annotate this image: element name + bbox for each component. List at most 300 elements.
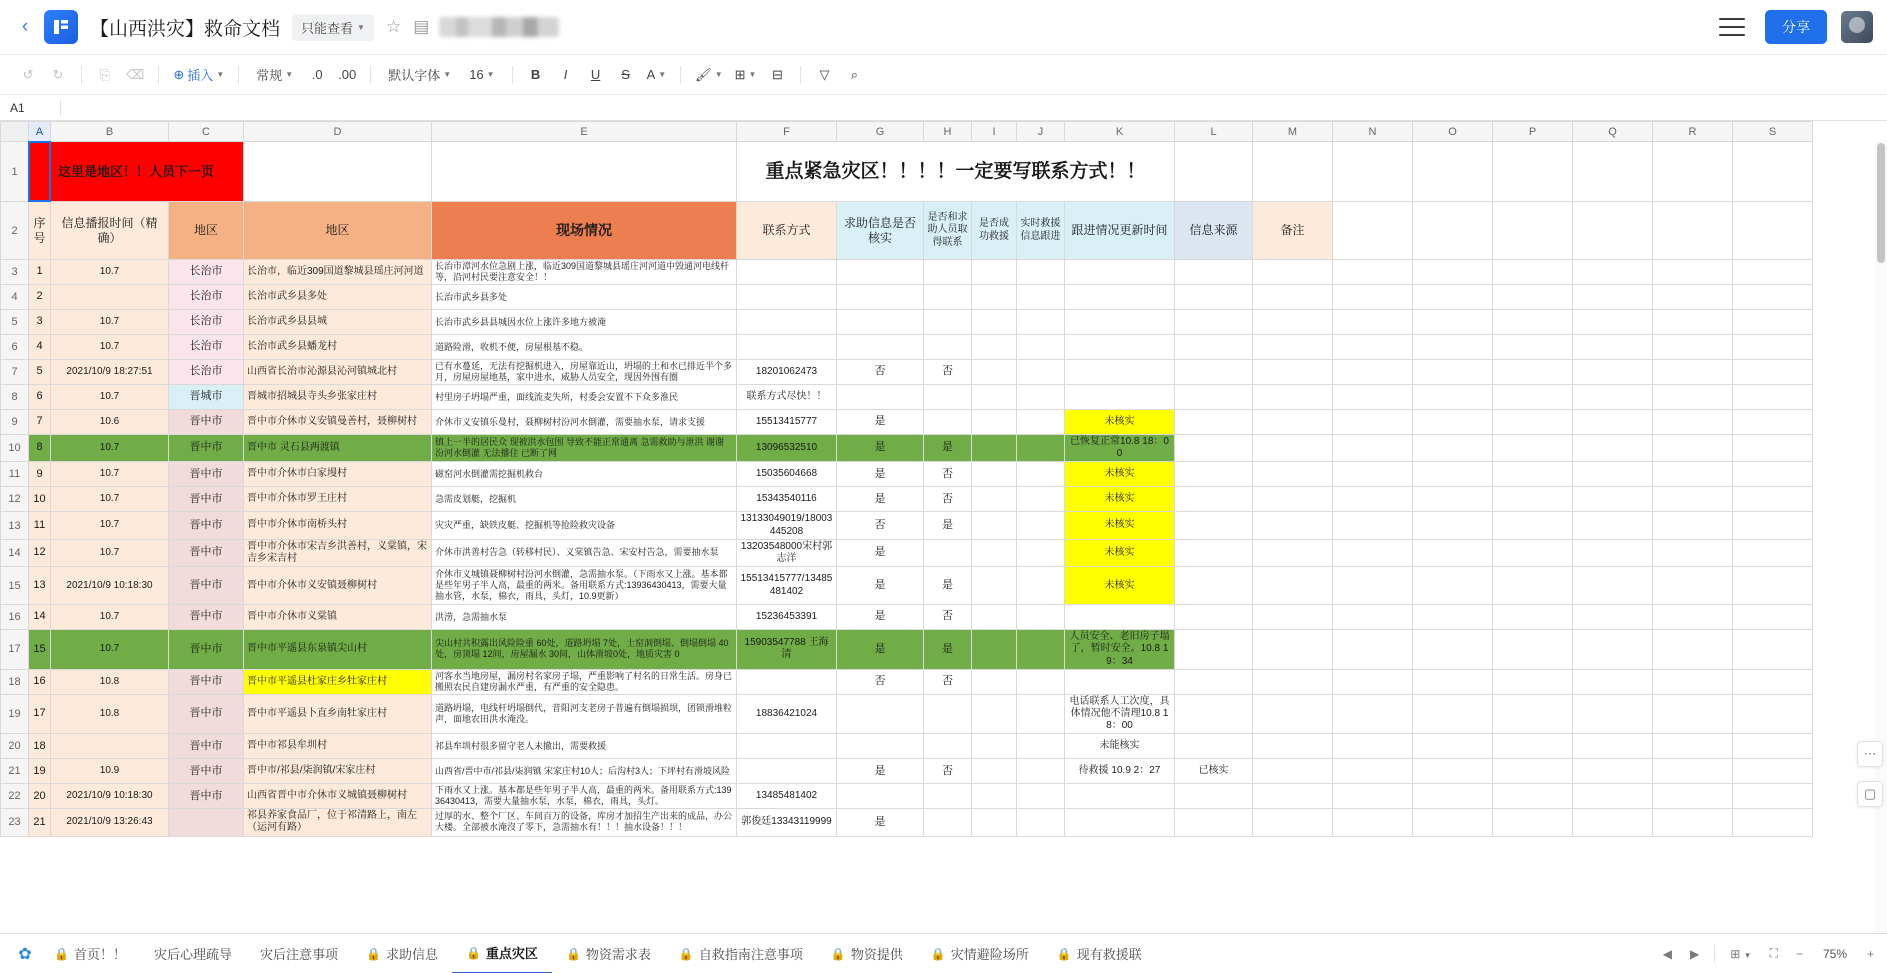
cell-region-2[interactable]: 长治市 <box>169 285 244 310</box>
cell-source-6[interactable] <box>1175 385 1253 410</box>
cell-update-time-20[interactable] <box>1065 784 1175 809</box>
cell-time-7[interactable]: 10.6 <box>51 410 169 435</box>
cell-place-14[interactable]: 晋中市介休市义棠镇 <box>244 605 432 630</box>
undo-button[interactable]: ↺ <box>22 66 34 82</box>
row-header-15[interactable]: 15 <box>1 567 29 605</box>
cell-place-5[interactable]: 山西省长治市沁源县沁河镇城北村 <box>244 360 432 385</box>
cell-rescued-11[interactable] <box>972 512 1017 539</box>
cell-extra-11-2[interactable] <box>1493 512 1573 539</box>
cell-extra-13-2[interactable] <box>1493 567 1573 605</box>
cell-contacted-1[interactable] <box>924 260 972 285</box>
cell-extra-7-5[interactable] <box>1733 410 1813 435</box>
cell-no-3[interactable]: 3 <box>29 310 51 335</box>
cell-rescued-2[interactable] <box>972 285 1017 310</box>
cell-source-4[interactable] <box>1175 335 1253 360</box>
cell-extra-8-3[interactable] <box>1573 435 1653 462</box>
cell-situation-15[interactable]: 尖山村共积露出风险险重 60处，道路坍塌 7处，土窑洞倒塌、倒塌倒塌 40处，房顶塌 12间，房屋漏水 30间，山体滑坡0处，地质灾害 0 <box>432 630 737 670</box>
sheet-tab-6[interactable] <box>552 934 665 973</box>
cell-situation-3[interactable]: 长治市武乡县县城因水位上涨许多地方被淹 <box>432 310 737 335</box>
cell-update-time-19[interactable]: 待救援 10.9 2：27 <box>1065 759 1175 784</box>
cell-P2[interactable] <box>1493 202 1573 260</box>
table-row[interactable] <box>1 630 1813 670</box>
cell-rescued-5[interactable] <box>972 360 1017 385</box>
fullscreen-icon[interactable]: ⛶ <box>1769 946 1778 960</box>
cell-extra-7-0[interactable] <box>1333 410 1413 435</box>
cell-contact-16[interactable] <box>737 669 837 694</box>
cell-extra-15-5[interactable] <box>1733 630 1813 670</box>
cell-update-time-18[interactable]: 未能核实 <box>1065 734 1175 759</box>
cell-time-18[interactable] <box>51 734 169 759</box>
font-size-selector[interactable] <box>461 61 502 89</box>
cell-region-16[interactable]: 晋中市 <box>169 669 244 694</box>
cell-extra-12-0[interactable] <box>1333 539 1413 566</box>
cell-extra-11-5[interactable] <box>1733 512 1813 539</box>
cell-extra-21-5[interactable] <box>1733 809 1813 836</box>
cell-followup-20[interactable] <box>1017 784 1065 809</box>
header-cell-time[interactable]: 信息播报时间（精确） <box>51 202 169 260</box>
cell-extra-5-4[interactable] <box>1653 360 1733 385</box>
cell-no-12[interactable]: 12 <box>29 539 51 566</box>
cell-remark-10[interactable] <box>1253 487 1333 512</box>
cell-region-11[interactable]: 晋中市 <box>169 512 244 539</box>
table-row[interactable] <box>1 734 1813 759</box>
select-all-corner[interactable] <box>1 122 29 142</box>
sheet-menu-icon[interactable]: ✿ <box>18 945 32 963</box>
strikethrough-button[interactable]: S <box>621 67 630 82</box>
cell-extra-16-4[interactable] <box>1653 669 1733 694</box>
borders-button[interactable] <box>730 61 762 89</box>
cell-update-time-13[interactable]: 未核实 <box>1065 567 1175 605</box>
cell-time-20[interactable]: 2021/10/9 10:18:30 <box>51 784 169 809</box>
cell-contacted-8[interactable]: 是 <box>924 435 972 462</box>
cell-remark-5[interactable] <box>1253 360 1333 385</box>
col-header-R[interactable]: R <box>1653 122 1733 142</box>
cell-place-21[interactable]: 祁县养家食品厂，位于祁清路上，南左（运河有路） <box>244 809 432 836</box>
cell-region-17[interactable]: 晋中市 <box>169 694 244 734</box>
cell-region-5[interactable]: 长治市 <box>169 360 244 385</box>
header-cell-rescued[interactable]: 是否成功救援 <box>972 202 1017 260</box>
cell-rescued-20[interactable] <box>972 784 1017 809</box>
cell-extra-6-3[interactable] <box>1573 385 1653 410</box>
cell-extra-8-5[interactable] <box>1733 435 1813 462</box>
font-family-selector[interactable] <box>380 61 459 89</box>
col-header-N[interactable]: N <box>1333 122 1413 142</box>
cell-extra-17-0[interactable] <box>1333 694 1413 734</box>
cell-extra-11-3[interactable] <box>1573 512 1653 539</box>
cell-no-6[interactable]: 6 <box>29 385 51 410</box>
cell-rescued-1[interactable] <box>972 260 1017 285</box>
row-header-14[interactable]: 14 <box>1 539 29 566</box>
cell-extra-7-3[interactable] <box>1573 410 1653 435</box>
cell-contacted-3[interactable] <box>924 310 972 335</box>
cell-update-time-14[interactable] <box>1065 605 1175 630</box>
cell-followup-17[interactable] <box>1017 694 1065 734</box>
name-box[interactable]: A1 <box>10 100 25 115</box>
cell-N2[interactable] <box>1333 202 1413 260</box>
cell-extra-20-4[interactable] <box>1653 784 1733 809</box>
cell-place-7[interactable]: 晋中市介休市义安镇曼善村，聂柳树村 <box>244 410 432 435</box>
increase-decimal-button[interactable]: .00 <box>338 67 357 82</box>
cell-D1[interactable] <box>244 142 432 202</box>
fill-color-button[interactable] <box>690 61 727 89</box>
cell-place-4[interactable]: 长治市武乡县蟠龙村 <box>244 335 432 360</box>
cell-extra-6-1[interactable] <box>1413 385 1493 410</box>
cell-extra-18-2[interactable] <box>1493 734 1573 759</box>
row-header-1[interactable]: 1 <box>1 142 29 202</box>
table-row[interactable] <box>1 605 1813 630</box>
cell-remark-11[interactable] <box>1253 512 1333 539</box>
cell-followup-14[interactable] <box>1017 605 1065 630</box>
star-icon[interactable]: ☆ <box>385 17 402 36</box>
cell-time-3[interactable]: 10.7 <box>51 310 169 335</box>
cell-source-2[interactable] <box>1175 285 1253 310</box>
filter-icon[interactable]: ▽ <box>819 66 830 82</box>
cell-update-time-16[interactable] <box>1065 669 1175 694</box>
cell-place-20[interactable]: 山西省晋中市介休市义城镇聂柳树村 <box>244 784 432 809</box>
cell-contacted-10[interactable]: 否 <box>924 487 972 512</box>
cell-extra-19-4[interactable] <box>1653 759 1733 784</box>
cell-extra-14-2[interactable] <box>1493 605 1573 630</box>
cell-no-17[interactable]: 17 <box>29 694 51 734</box>
cell-extra-19-5[interactable] <box>1733 759 1813 784</box>
row-header-3[interactable]: 3 <box>1 260 29 285</box>
cell-followup-4[interactable] <box>1017 335 1065 360</box>
header-cell-verified[interactable]: 求助信息是否核实 <box>837 202 924 260</box>
cell-verified-17[interactable] <box>837 694 924 734</box>
cell-extra-12-4[interactable] <box>1653 539 1733 566</box>
cell-place-10[interactable]: 晋中市介休市罗王庄村 <box>244 487 432 512</box>
cell-no-19[interactable]: 19 <box>29 759 51 784</box>
cell-extra-2-2[interactable] <box>1493 285 1573 310</box>
cell-extra-6-4[interactable] <box>1653 385 1733 410</box>
cell-extra-21-4[interactable] <box>1653 809 1733 836</box>
cell-source-10[interactable] <box>1175 487 1253 512</box>
cell-extra-5-3[interactable] <box>1573 360 1653 385</box>
cell-extra-5-0[interactable] <box>1333 360 1413 385</box>
sheet-tab-10[interactable] <box>1043 934 1156 973</box>
cell-contact-20[interactable]: 13485481402 <box>737 784 837 809</box>
cell-extra-17-5[interactable] <box>1733 694 1813 734</box>
col-header-O[interactable]: O <box>1413 122 1493 142</box>
cell-time-13[interactable]: 2021/10/9 10:18:30 <box>51 567 169 605</box>
table-row[interactable] <box>1 285 1813 310</box>
cell-update-time-3[interactable] <box>1065 310 1175 335</box>
table-row[interactable] <box>1 360 1813 385</box>
cell-banner-title[interactable]: 重点紧急灾区！！！！一定要写联系方式！！ <box>737 142 1175 202</box>
cell-no-4[interactable]: 4 <box>29 335 51 360</box>
cell-rescued-8[interactable] <box>972 435 1017 462</box>
vertical-scrollbar-thumb[interactable] <box>1877 143 1885 263</box>
cell-extra-13-3[interactable] <box>1573 567 1653 605</box>
cell-extra-17-2[interactable] <box>1493 694 1573 734</box>
cell-followup-7[interactable] <box>1017 410 1065 435</box>
cell-extra-10-0[interactable] <box>1333 487 1413 512</box>
cell-contacted-15[interactable]: 是 <box>924 630 972 670</box>
cell-extra-12-5[interactable] <box>1733 539 1813 566</box>
cell-contacted-12[interactable] <box>924 539 972 566</box>
cell-verified-2[interactable] <box>837 285 924 310</box>
cell-update-time-10[interactable]: 未核实 <box>1065 487 1175 512</box>
cell-M1[interactable] <box>1253 142 1333 202</box>
cell-rescued-12[interactable] <box>972 539 1017 566</box>
cell-extra-4-4[interactable] <box>1653 335 1733 360</box>
cell-contact-12[interactable]: 13203548000宋村郭志洋 <box>737 539 837 566</box>
cell-time-6[interactable]: 10.7 <box>51 385 169 410</box>
cell-region-14[interactable]: 晋中市 <box>169 605 244 630</box>
cell-extra-5-1[interactable] <box>1413 360 1493 385</box>
cell-situation-16[interactable]: 河客水当地房屋，漏房村名家房子塌，严重影响了村名的日常生活。房身已搬照农民自建房漏水严重，有严重的安全隐患。 <box>432 669 737 694</box>
comment-icon[interactable]: ▢ <box>1857 781 1883 807</box>
row-header-19[interactable]: 19 <box>1 694 29 734</box>
col-header-Q[interactable]: Q <box>1573 122 1653 142</box>
cell-source-8[interactable] <box>1175 435 1253 462</box>
cell-extra-14-0[interactable] <box>1333 605 1413 630</box>
cell-source-5[interactable] <box>1175 360 1253 385</box>
cell-situation-10[interactable]: 急需皮划艇，挖掘机 <box>432 487 737 512</box>
cell-extra-14-3[interactable] <box>1573 605 1653 630</box>
cell-no-1[interactable]: 1 <box>29 260 51 285</box>
cell-extra-21-2[interactable] <box>1493 809 1573 836</box>
decrease-decimal-button[interactable]: .0 <box>311 67 323 82</box>
table-row[interactable] <box>1 809 1813 836</box>
cell-contact-18[interactable] <box>737 734 837 759</box>
cell-remark-18[interactable] <box>1253 734 1333 759</box>
cell-extra-20-1[interactable] <box>1413 784 1493 809</box>
cell-extra-7-1[interactable] <box>1413 410 1493 435</box>
col-header-J[interactable]: J <box>1017 122 1065 142</box>
cell-verified-19[interactable]: 是 <box>837 759 924 784</box>
cell-no-5[interactable]: 5 <box>29 360 51 385</box>
cell-update-time-11[interactable]: 未核实 <box>1065 512 1175 539</box>
header-cell-contacted[interactable]: 是否和求助人员取得联系 <box>924 202 972 260</box>
cell-S2[interactable] <box>1733 202 1813 260</box>
sheet-area[interactable] <box>0 121 1887 933</box>
cell-no-10[interactable]: 10 <box>29 487 51 512</box>
cell-no-9[interactable]: 9 <box>29 462 51 487</box>
cell-place-16[interactable]: 晋中市平遥县杜家庄乡牡家庄村 <box>244 669 432 694</box>
cell-contact-17[interactable]: 18836421024 <box>737 694 837 734</box>
cell-source-12[interactable] <box>1175 539 1253 566</box>
cell-extra-13-5[interactable] <box>1733 567 1813 605</box>
cell-contacted-14[interactable]: 否 <box>924 605 972 630</box>
col-header-B[interactable]: B <box>51 122 169 142</box>
vertical-scrollbar[interactable] <box>1875 141 1887 933</box>
cell-followup-2[interactable] <box>1017 285 1065 310</box>
sheet-tab-3[interactable] <box>246 934 352 973</box>
cell-extra-21-1[interactable] <box>1413 809 1493 836</box>
header-cell-situation[interactable]: 现场情况 <box>432 202 737 260</box>
cell-verified-13[interactable]: 是 <box>837 567 924 605</box>
redo-button[interactable]: ↻ <box>52 66 64 82</box>
cell-extra-12-3[interactable] <box>1573 539 1653 566</box>
cell-time-11[interactable]: 10.7 <box>51 512 169 539</box>
cell-region-12[interactable]: 晋中市 <box>169 539 244 566</box>
cell-place-6[interactable]: 晋城市招城县寺头乡张家庄村 <box>244 385 432 410</box>
cell-rescued-3[interactable] <box>972 310 1017 335</box>
cell-extra-3-0[interactable] <box>1333 310 1413 335</box>
cell-extra-20-3[interactable] <box>1573 784 1653 809</box>
cell-source-19[interactable]: 已核实 <box>1175 759 1253 784</box>
header-cell-update-time[interactable]: 跟进情况更新时间 <box>1065 202 1175 260</box>
cell-contact-3[interactable] <box>737 310 837 335</box>
row-header-10[interactable]: 10 <box>1 435 29 462</box>
cell-place-8[interactable]: 晋中市 灵石县两渡镇 <box>244 435 432 462</box>
header-cell-region[interactable]: 地区 <box>169 202 244 260</box>
cell-contact-11[interactable]: 13133049019/18003445208 <box>737 512 837 539</box>
cell-followup-3[interactable] <box>1017 310 1065 335</box>
header-cell-contact[interactable]: 联系方式 <box>737 202 837 260</box>
cell-rescued-17[interactable] <box>972 694 1017 734</box>
cell-contact-15[interactable]: 15903547788 王海清 <box>737 630 837 670</box>
cell-verified-6[interactable] <box>837 385 924 410</box>
cell-extra-15-4[interactable] <box>1653 630 1733 670</box>
cell-no-13[interactable]: 13 <box>29 567 51 605</box>
cell-source-1[interactable] <box>1175 260 1253 285</box>
cell-R2[interactable] <box>1653 202 1733 260</box>
cell-extra-10-3[interactable] <box>1573 487 1653 512</box>
cell-extra-16-0[interactable] <box>1333 669 1413 694</box>
cell-extra-13-4[interactable] <box>1653 567 1733 605</box>
cell-extra-18-5[interactable] <box>1733 734 1813 759</box>
cell-contacted-20[interactable] <box>924 784 972 809</box>
cell-followup-10[interactable] <box>1017 487 1065 512</box>
cell-contact-14[interactable]: 15236453391 <box>737 605 837 630</box>
cell-region-1[interactable]: 长治市 <box>169 260 244 285</box>
cell-extra-2-3[interactable] <box>1573 285 1653 310</box>
cell-extra-14-4[interactable] <box>1653 605 1733 630</box>
cell-extra-3-2[interactable] <box>1493 310 1573 335</box>
sheet-tab-7[interactable] <box>665 934 817 973</box>
cell-contacted-16[interactable]: 否 <box>924 669 972 694</box>
cell-time-1[interactable]: 10.7 <box>51 260 169 285</box>
cell-followup-11[interactable] <box>1017 512 1065 539</box>
share-button[interactable]: 分享 <box>1765 10 1827 44</box>
cell-remark-17[interactable] <box>1253 694 1333 734</box>
table-row[interactable] <box>1 567 1813 605</box>
row-header-16[interactable]: 16 <box>1 605 29 630</box>
cell-followup-1[interactable] <box>1017 260 1065 285</box>
cell-time-17[interactable]: 10.8 <box>51 694 169 734</box>
cell-extra-9-2[interactable] <box>1493 462 1573 487</box>
header-cell-followup[interactable]: 实时救援信息跟进 <box>1017 202 1065 260</box>
cell-contact-6[interactable]: 联系方式尽快！！ <box>737 385 837 410</box>
cell-contacted-9[interactable]: 否 <box>924 462 972 487</box>
cell-L1[interactable] <box>1175 142 1253 202</box>
cell-extra-15-1[interactable] <box>1413 630 1493 670</box>
row-header-2[interactable]: 2 <box>1 202 29 260</box>
cell-verified-7[interactable]: 是 <box>837 410 924 435</box>
cell-region-20[interactable]: 晋中市 <box>169 784 244 809</box>
cell-time-16[interactable]: 10.8 <box>51 669 169 694</box>
sheet-tab-1[interactable] <box>40 934 140 973</box>
next-sheet-button[interactable]: ▶ <box>1690 946 1700 961</box>
cell-time-12[interactable]: 10.7 <box>51 539 169 566</box>
cell-update-time-7[interactable]: 未核实 <box>1065 410 1175 435</box>
cell-Q1[interactable] <box>1573 142 1653 202</box>
cell-remark-14[interactable] <box>1253 605 1333 630</box>
cell-situation-20[interactable]: 下雨水又上涨。基本都是些年男子半人高，最重的两米。备用联系方式:13936430413，需要大量抽水泵，水泵，棉衣，雨具，头灯。 <box>432 784 737 809</box>
row-header-13[interactable]: 13 <box>1 512 29 539</box>
cell-situation-2[interactable]: 长治市武乡县多处 <box>432 285 737 310</box>
cell-contacted-17[interactable] <box>924 694 972 734</box>
cell-remark-15[interactable] <box>1253 630 1333 670</box>
cell-extra-17-4[interactable] <box>1653 694 1733 734</box>
cell-extra-9-5[interactable] <box>1733 462 1813 487</box>
cell-extra-16-2[interactable] <box>1493 669 1573 694</box>
cell-followup-8[interactable] <box>1017 435 1065 462</box>
cell-situation-14[interactable]: 洪涝，急需抽水泵 <box>432 605 737 630</box>
cell-verified-20[interactable] <box>837 784 924 809</box>
cell-situation-17[interactable]: 道路坍塌，电线杆坍塌倒代，昔阳河支老房子普遍有倒塌损坝，团锁滑堆粒声，面地农田洪水淹没。 <box>432 694 737 734</box>
cell-extra-13-0[interactable] <box>1333 567 1413 605</box>
cell-extra-5-2[interactable] <box>1493 360 1573 385</box>
cell-extra-6-2[interactable] <box>1493 385 1573 410</box>
cell-remark-6[interactable] <box>1253 385 1333 410</box>
cell-remark-2[interactable] <box>1253 285 1333 310</box>
cell-situation-13[interactable]: 介休市义城镇聂柳树村汾河水倒灌，急需抽水泵。（下雨水又上涨。基本都是些年男子半人高，最重的两米。备用联系方式:13936430413，需要大量抽水管，水泵，棉衣，雨具，头灯，10.9更新） <box>432 567 737 605</box>
cell-verified-10[interactable]: 是 <box>837 487 924 512</box>
cell-extra-11-1[interactable] <box>1413 512 1493 539</box>
cell-contacted-19[interactable]: 否 <box>924 759 972 784</box>
cell-situation-19[interactable]: 山西省/晋中市/祁县/柒润镇 宋家庄村10人；后沟村3人；下坪村有滑坡风险 <box>432 759 737 784</box>
cell-region-4[interactable]: 长治市 <box>169 335 244 360</box>
cell-no-16[interactable]: 16 <box>29 669 51 694</box>
format-painter-button[interactable]: ⎘ <box>99 66 111 82</box>
cell-contact-2[interactable] <box>737 285 837 310</box>
cell-place-1[interactable]: 长治市，临近309国道黎城县瑶庄河河道 <box>244 260 432 285</box>
col-header-A[interactable]: A <box>29 122 51 142</box>
cell-A1-region-note[interactable]: 这里是地区！！人员下一页 <box>29 142 244 202</box>
cell-verified-21[interactable]: 是 <box>837 809 924 836</box>
cell-extra-5-5[interactable] <box>1733 360 1813 385</box>
cell-update-time-12[interactable]: 未核实 <box>1065 539 1175 566</box>
cell-remark-3[interactable] <box>1253 310 1333 335</box>
cell-remark-9[interactable] <box>1253 462 1333 487</box>
cell-place-2[interactable]: 长治市武乡县多处 <box>244 285 432 310</box>
cell-extra-21-3[interactable] <box>1573 809 1653 836</box>
col-header-L[interactable]: L <box>1175 122 1253 142</box>
cell-source-13[interactable] <box>1175 567 1253 605</box>
cell-time-8[interactable]: 10.7 <box>51 435 169 462</box>
cell-region-7[interactable]: 晋中市 <box>169 410 244 435</box>
cell-rescued-13[interactable] <box>972 567 1017 605</box>
cell-rescued-18[interactable] <box>972 734 1017 759</box>
table-row[interactable] <box>1 260 1813 285</box>
cell-extra-11-0[interactable] <box>1333 512 1413 539</box>
cell-verified-16[interactable]: 否 <box>837 669 924 694</box>
sheet-tab-2[interactable] <box>140 934 246 973</box>
col-header-K[interactable]: K <box>1065 122 1175 142</box>
cell-extra-16-3[interactable] <box>1573 669 1653 694</box>
italic-button[interactable]: I <box>563 67 568 82</box>
cell-followup-21[interactable] <box>1017 809 1065 836</box>
cell-extra-16-1[interactable] <box>1413 669 1493 694</box>
header-cell-remark[interactable]: 备注 <box>1253 202 1333 260</box>
more-options-icon[interactable]: ⋯ <box>1857 741 1883 767</box>
col-header-G[interactable]: G <box>837 122 924 142</box>
col-header-M[interactable]: M <box>1253 122 1333 142</box>
prev-sheet-button[interactable]: ◀ <box>1662 946 1672 961</box>
cell-contact-1[interactable] <box>737 260 837 285</box>
cell-region-15[interactable]: 晋中市 <box>169 630 244 670</box>
cell-extra-10-2[interactable] <box>1493 487 1573 512</box>
cell-update-time-9[interactable]: 未核实 <box>1065 462 1175 487</box>
cell-no-21[interactable]: 21 <box>29 809 51 836</box>
col-header-E[interactable]: E <box>432 122 737 142</box>
cell-verified-18[interactable] <box>837 734 924 759</box>
cell-no-14[interactable]: 14 <box>29 605 51 630</box>
col-header-S[interactable]: S <box>1733 122 1813 142</box>
